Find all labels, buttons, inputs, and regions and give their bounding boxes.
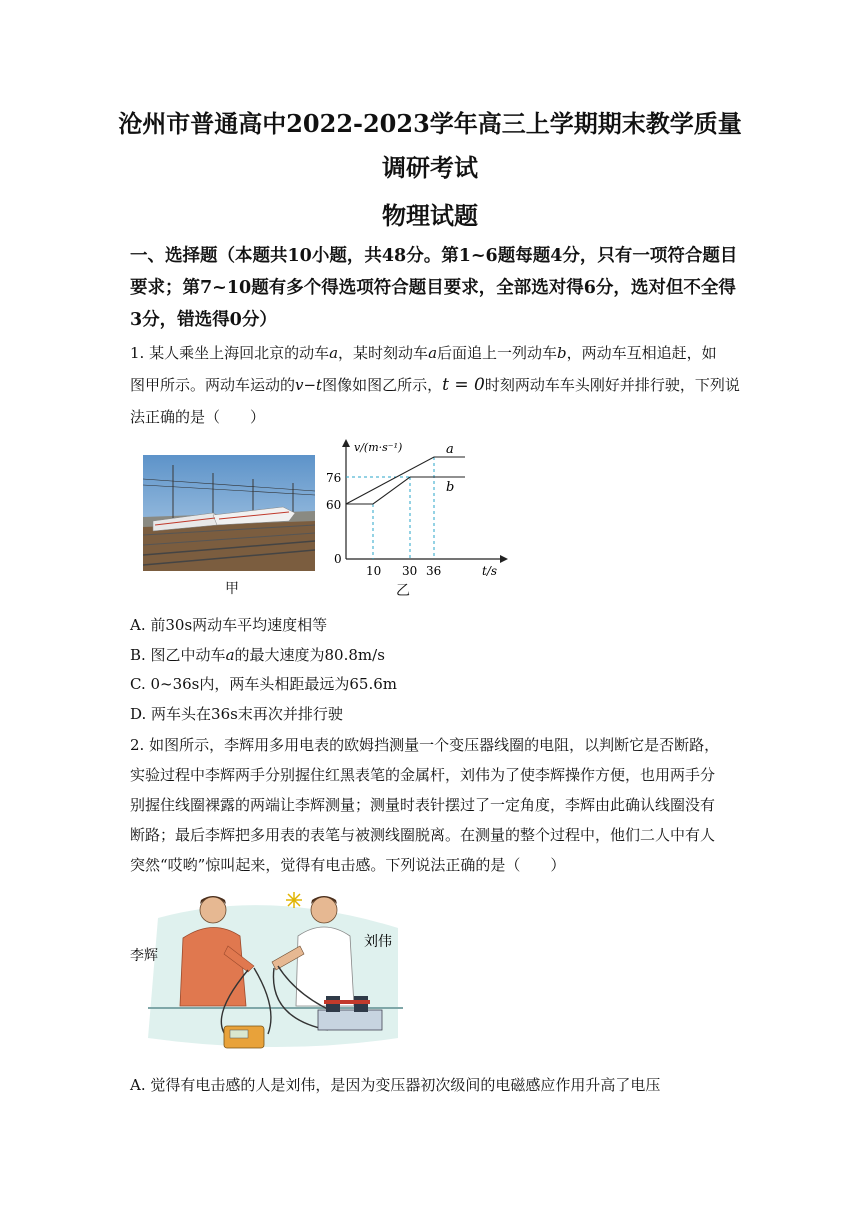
q1-text: 时刻两动车车头刚好并排行驶，下列说 bbox=[484, 376, 740, 394]
var-a: a bbox=[329, 344, 339, 362]
q1-text: 后面追上一列动车 bbox=[437, 344, 558, 362]
label-b: b bbox=[446, 480, 455, 495]
q2-line3: 别握住线圈裸露的两端让李辉测量；测量时表针摆过了一定角度，李辉由此确认线圈没有 bbox=[130, 796, 716, 814]
var-b: b bbox=[557, 344, 567, 362]
multimeter-illustration bbox=[128, 888, 408, 1058]
q1-option-a: A. 前30s两动车平均速度相等 bbox=[130, 616, 328, 634]
q2-option-a: A. 觉得有电击感的人是刘伟，是因为变压器初次级间的电磁感应作用升高了电压 bbox=[130, 1076, 661, 1094]
var-a: a bbox=[428, 344, 438, 362]
q1-option-b-text: 的最大速度为80.8m/s bbox=[234, 646, 385, 664]
q1-text: 1. 某人乘坐上海回北京的动车 bbox=[130, 344, 330, 362]
label-a: a bbox=[446, 442, 454, 457]
vt-label: v−t bbox=[295, 376, 323, 394]
y-tick-60: 60 bbox=[326, 498, 342, 512]
figure-caption-right: 乙 bbox=[396, 583, 410, 599]
y-axis-arrow bbox=[342, 439, 350, 447]
q2-line1: 2. 如图所示，李辉用多用电表的欧姆挡测量一个变压器线圈的电阻，以判断它是否断路， bbox=[130, 736, 720, 754]
q1-option-b-text: B. 图乙中动车 bbox=[130, 646, 226, 664]
x-axis-arrow bbox=[500, 555, 508, 563]
y-axis-label: v/(m·s⁻¹) bbox=[354, 441, 403, 454]
name-lihui: 李辉 bbox=[130, 948, 158, 964]
spark-icon bbox=[286, 892, 302, 908]
q1-line2 bbox=[130, 374, 740, 395]
t-zero-equation: t = 0 bbox=[442, 375, 485, 395]
subject-title: 物理试题 bbox=[382, 201, 478, 230]
q1-line3: 法正确的是（ ） bbox=[130, 408, 266, 426]
q1-option-b bbox=[130, 644, 385, 665]
y-tick-0: 0 bbox=[334, 552, 342, 566]
section-heading-line1: 一、选择题（本题共10小题，共48分。第1~6题每题4分，只有一项符合题目 bbox=[130, 246, 738, 266]
figure-caption-left: 甲 bbox=[225, 581, 239, 597]
q1-text: 图甲所示。两动车运动的 bbox=[130, 376, 296, 394]
transformer-base bbox=[318, 1010, 382, 1030]
x-tick-36: 36 bbox=[426, 564, 442, 578]
transformer-core bbox=[324, 1000, 370, 1004]
q1-text: 图像如图乙所示， bbox=[322, 376, 443, 394]
x-tick-30: 30 bbox=[402, 564, 418, 578]
name-liuwei: 刘伟 bbox=[364, 934, 392, 950]
x-tick-10: 10 bbox=[366, 564, 382, 578]
multimeter-display bbox=[230, 1030, 248, 1038]
q2-line2: 实验过程中李辉两手分别握住红黑表笔的金属杆，刘伟为了使李辉操作方便，也用两手分 bbox=[130, 766, 716, 784]
train-photo bbox=[143, 455, 315, 571]
section-heading-line3: 3分，错选得0分） bbox=[130, 310, 277, 330]
var-a: a bbox=[225, 646, 235, 664]
vt-graph bbox=[320, 435, 510, 603]
q2-line4: 断路；最后李辉把多用表的表笔与被测线圈脱离。在测量的整个过程中，他们二人中有人 bbox=[130, 826, 716, 844]
liuwei-head bbox=[311, 897, 337, 923]
x-axis-label: t/s bbox=[482, 564, 498, 578]
y-tick-76: 76 bbox=[326, 471, 342, 485]
lihui-body bbox=[180, 927, 246, 1006]
q2-line5: 突然“哎哟”惊叫起来，觉得有电击感。下列说法正确的是（ ） bbox=[130, 856, 566, 874]
q1-text: ，两动车互相追赶，如 bbox=[566, 344, 717, 362]
exam-title-line2: 调研考试 bbox=[382, 153, 478, 182]
lihui-head bbox=[200, 897, 226, 923]
q1-option-d: D. 两车头在36s末再次并排行驶 bbox=[130, 705, 343, 723]
q1-text: ，某时刻动车 bbox=[338, 344, 429, 362]
section-heading-line2: 要求；第7~10题有多个得选项符合题目要求，全部选对得6分，选对但不全得 bbox=[130, 278, 736, 298]
q1-option-c: C. 0~36s内，两车头相距最远为65.6m bbox=[130, 675, 397, 693]
exam-title-line1: 沧州市普通高中2022-2023学年高三上学期期末教学质量 bbox=[118, 109, 742, 138]
q1-line1 bbox=[130, 342, 717, 363]
